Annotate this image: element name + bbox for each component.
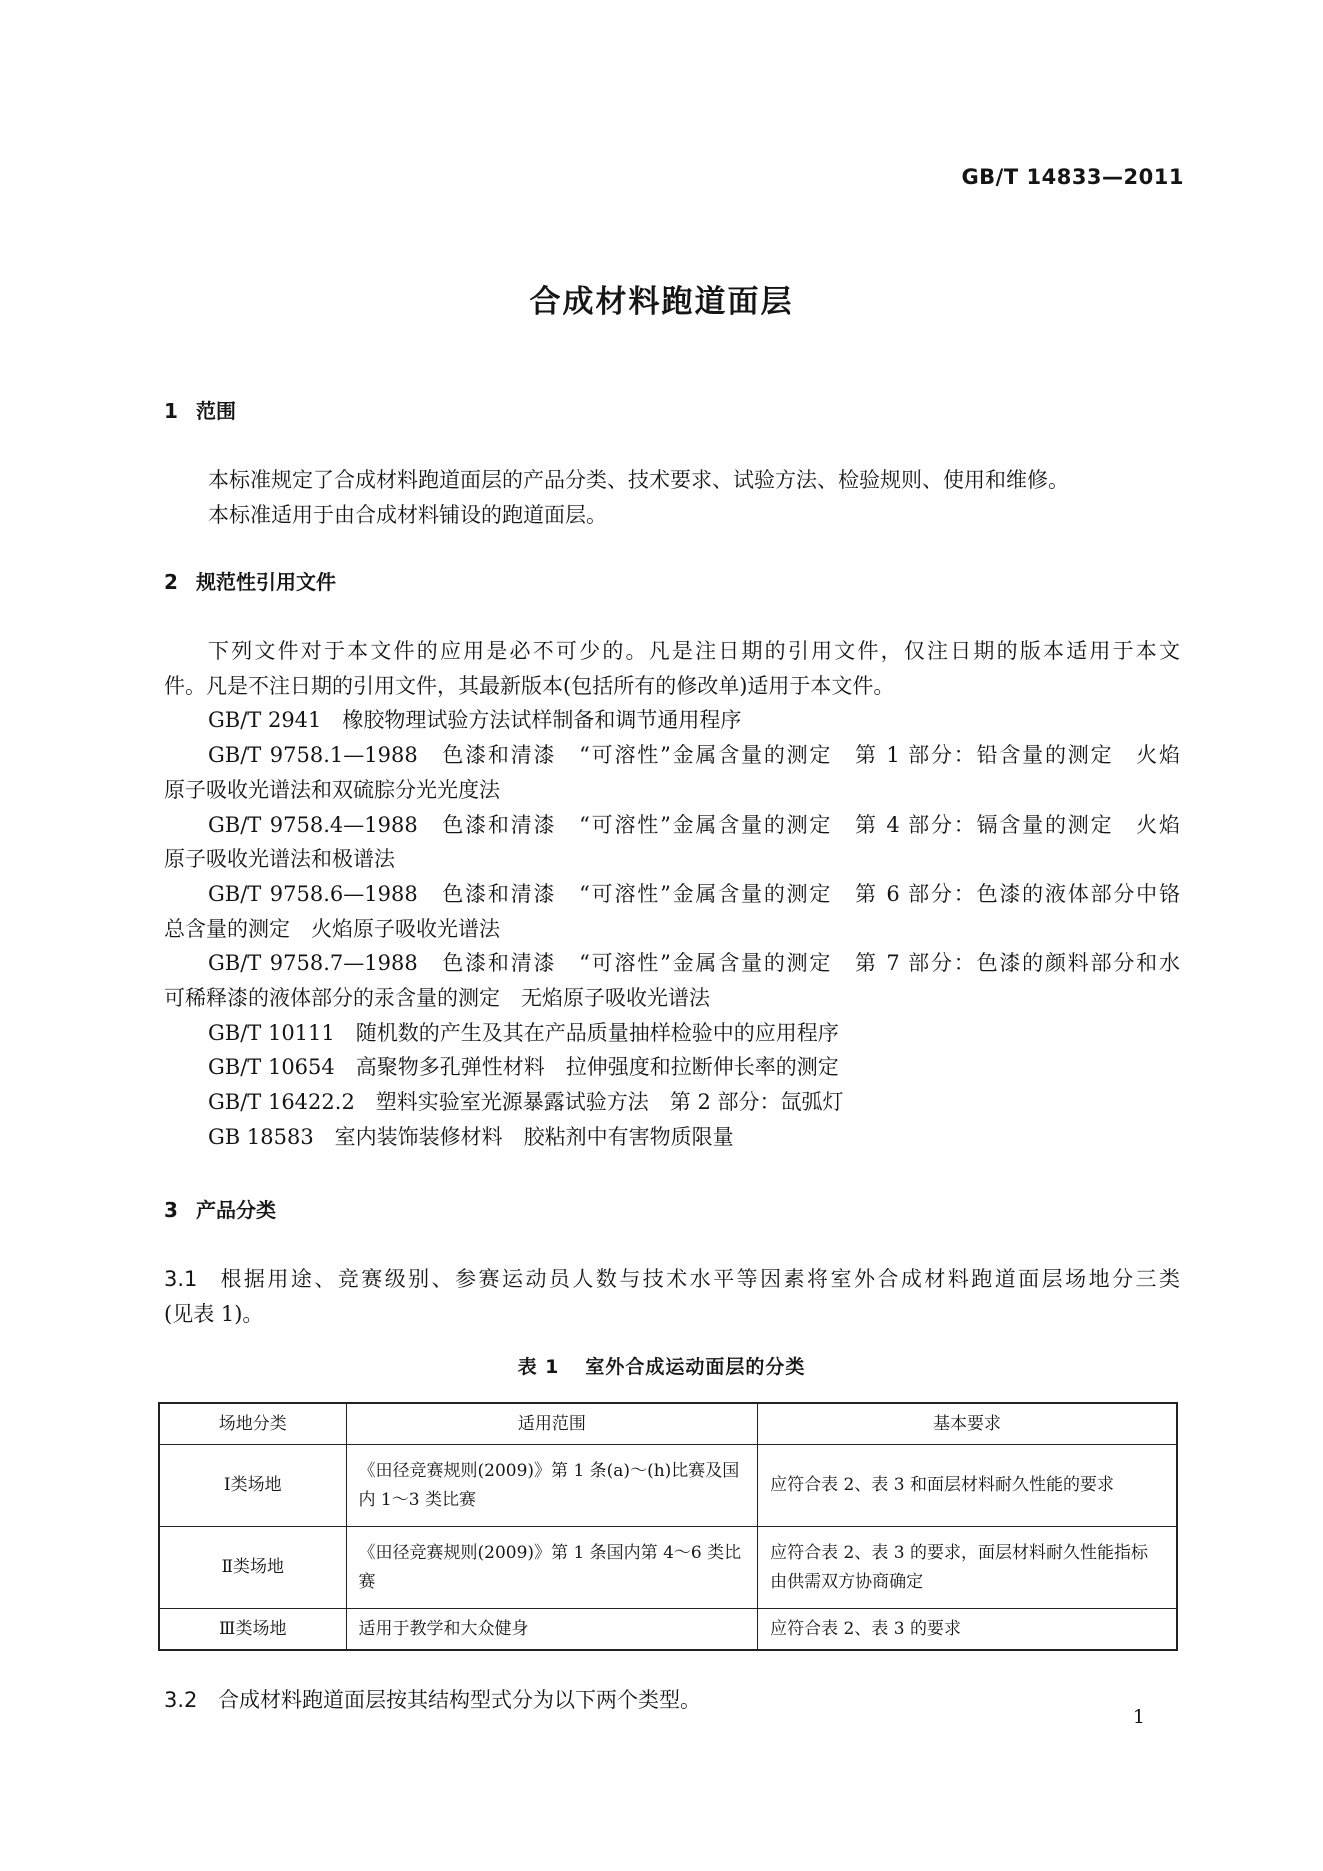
table-cell: Ⅱ类场地 xyxy=(159,1527,346,1609)
table-cell: 《田径竞赛规则(2009)》第 1 条国内第 4～6 类比赛 xyxy=(346,1527,758,1609)
scope-text xyxy=(164,463,1180,532)
clause-text: 合成材料跑道面层按其结构型式分为以下两个类型。 xyxy=(218,1688,701,1712)
table-header-row xyxy=(159,1403,1177,1445)
clause-number: 3.1 xyxy=(164,1267,198,1291)
reference-item: GB 18583 室内装饰装修材料 胶粘剂中有害物质限量 xyxy=(208,1124,734,1149)
standard-number: GB/T 14833—2011 xyxy=(961,165,1184,189)
section-title: 规范性引用文件 xyxy=(196,570,336,594)
reference-item: GB/T 9758.4—1988 色漆和清漆 “可溶性”金属含量的测定 第 4 部分：镉含量的测定 火焰 xyxy=(208,812,1180,837)
reference-item: GB/T 10654 高聚物多孔弹性材料 拉伸强度和拉断伸长率的测定 xyxy=(208,1055,839,1080)
reference-item: GB/T 10111 随机数的产生及其在产品质量抽样检验中的应用程序 xyxy=(208,1020,839,1045)
table-label: 表 1 xyxy=(517,1356,560,1378)
section-number: 2 xyxy=(164,570,178,594)
reference-item: GB/T 9758.7—1988 色漆和清漆 “可溶性”金属含量的测定 第 7 部分：色漆的颜料部分和水 xyxy=(208,951,1180,976)
scope-paragraph-2: 本标准适用于由合成材料铺设的跑道面层。 xyxy=(208,502,607,527)
scope-paragraph-1: 本标准规定了合成材料跑道面层的产品分类、技术要求、试验方法、检验规则、使用和维修。 xyxy=(208,468,1069,492)
section-heading-classification xyxy=(164,1194,276,1223)
table-cell: 应符合表 2、表 3 和面层材料耐久性能的要求 xyxy=(758,1445,1177,1527)
clause-text-line-2: (见表 1)。 xyxy=(164,1301,264,1326)
table-header-cell: 适用范围 xyxy=(346,1403,758,1445)
page-number: 1 xyxy=(1132,1706,1145,1728)
clause-3-1 xyxy=(164,1262,1180,1331)
section-title: 范围 xyxy=(196,399,236,423)
clause-text-line-1: 根据用途、竞赛级别、参赛运动员人数与技术水平等因素将室外合成材料跑道面层场地分三类 xyxy=(218,1267,1180,1291)
reference-item: GB/T 9758.6—1988 色漆和清漆 “可溶性”金属含量的测定 第 6 部分：色漆的液体部分中铬 xyxy=(208,881,1180,906)
reference-item: GB/T 9758.1—1988 色漆和清漆 “可溶性”金属含量的测定 第 1 部分：铅含量的测定 火焰 xyxy=(208,743,1180,768)
table-row xyxy=(159,1527,1177,1609)
clause-3-2 xyxy=(164,1683,1180,1718)
reference-item-continued: 原子吸收光谱法和极谱法 xyxy=(164,847,395,872)
references-intro-line-1: 下列文件对于本文件的应用是必不可少的。凡是注日期的引用文件，仅注日期的版本适用于本文 xyxy=(208,639,1180,663)
table-cell: 应符合表 2、表 3 的要求 xyxy=(758,1609,1177,1651)
document-title: 合成材料跑道面层 xyxy=(529,284,794,320)
reference-item-continued: 总含量的测定 火焰原子吸收光谱法 xyxy=(164,916,500,941)
references-list xyxy=(164,634,1180,1155)
section-title: 产品分类 xyxy=(196,1198,276,1222)
table-cell: 适用于教学和大众健身 xyxy=(346,1609,758,1651)
table-cell: 《田径竞赛规则(2009)》第 1 条(a)～(h)比赛及国内 1～3 类比赛 xyxy=(346,1445,758,1527)
table-title xyxy=(0,1352,1323,1379)
section-heading-scope xyxy=(164,395,236,424)
section-number: 3 xyxy=(164,1198,178,1222)
section-number: 1 xyxy=(164,399,178,423)
table-cell: Ⅲ类场地 xyxy=(159,1609,346,1651)
table-header-cell: 基本要求 xyxy=(758,1403,1177,1445)
clause-number: 3.2 xyxy=(164,1688,198,1712)
section-heading-references xyxy=(164,566,336,595)
classification-table xyxy=(158,1402,1178,1651)
table-header-cell: 场地分类 xyxy=(159,1403,346,1445)
table-cell: 应符合表 2、表 3 的要求，面层材料耐久性能指标由供需双方协商确定 xyxy=(758,1527,1177,1609)
reference-item: GB/T 2941 橡胶物理试验方法试样制备和调节通用程序 xyxy=(208,708,742,733)
table-cell: Ⅰ类场地 xyxy=(159,1445,346,1527)
table-caption: 室外合成运动面层的分类 xyxy=(585,1356,806,1378)
reference-item-continued: 原子吸收光谱法和双硫腙分光光度法 xyxy=(164,777,500,802)
table-row xyxy=(159,1445,1177,1527)
reference-item: GB/T 16422.2 塑料实验室光源暴露试验方法 第 2 部分：氙弧灯 xyxy=(208,1090,844,1115)
references-intro-line-2: 件。凡是不注日期的引用文件，其最新版本(包括所有的修改单)适用于本文件。 xyxy=(164,673,895,698)
table-row xyxy=(159,1609,1177,1651)
reference-item-continued: 可稀释漆的液体部分的汞含量的测定 无焰原子吸收光谱法 xyxy=(164,986,710,1011)
